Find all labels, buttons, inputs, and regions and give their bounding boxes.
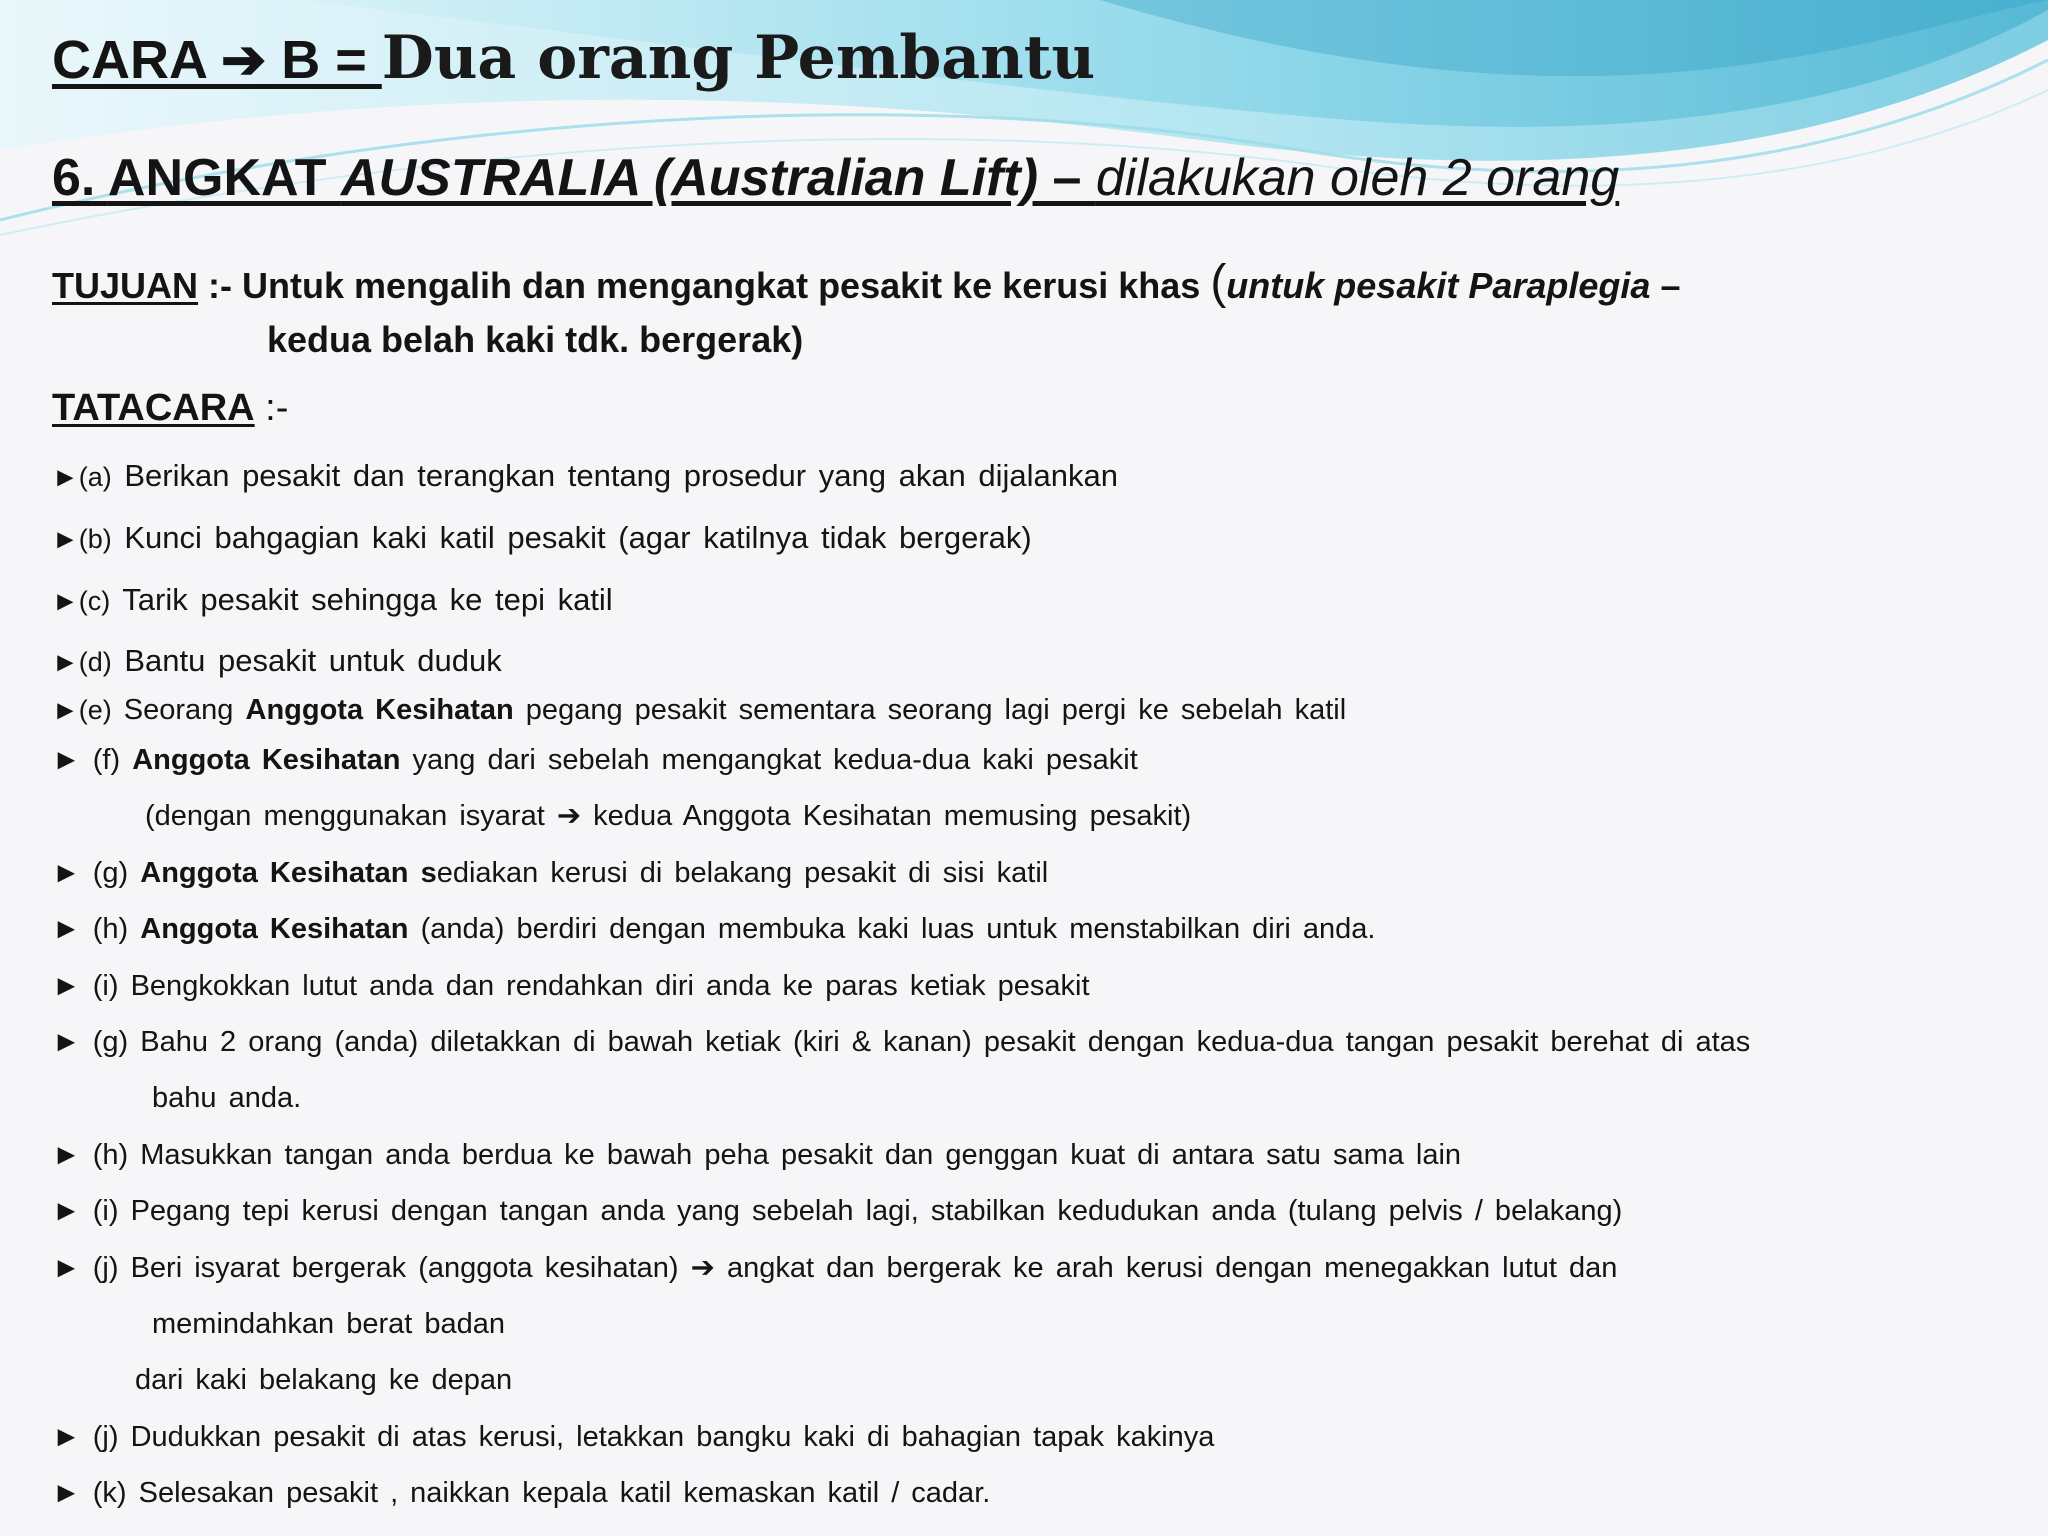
item-bold: Anggota Kesihatan <box>140 913 409 945</box>
item-marker: ► (k) <box>52 1477 127 1509</box>
item-post: (anda) berdiri dengan membuka kaki luas untuk menstabilkan diri anda. <box>408 913 1376 945</box>
item-marker: ►(a) <box>52 462 112 492</box>
list-item-g-second <box>52 1022 1750 1062</box>
list-item-c <box>52 580 613 621</box>
item-text: Selesakan pesakit , naikkan kepala katil kemaskan katil / cadar. <box>126 1477 991 1509</box>
item-marker: ► (i) <box>52 970 119 1002</box>
list-item-f <box>52 740 1138 780</box>
item-marker: ►(e) <box>52 695 112 725</box>
heading-australia: AUSTRALIA (Australian Lift) <box>340 149 1039 207</box>
tatacara-suffix: :- <box>254 387 289 429</box>
item-marker: ►(d) <box>52 647 112 677</box>
heading-dash: – <box>1038 149 1096 207</box>
section-heading <box>52 146 1619 210</box>
item-post: ediakan kerusi di belakang pesakit di sisi katil <box>436 857 1049 889</box>
list-item-e <box>52 690 1346 730</box>
item-text: Bantu pesakit untuk duduk <box>111 643 502 678</box>
item-bold: Anggota Kesihatan <box>132 744 401 776</box>
item-text: Pegang tepi kerusi dengan tangan anda yang sebelah lagi, stabilkan kedudukan anda (tulang pelvis / belakang) <box>118 1195 1623 1227</box>
heading-rest: dilakukan oleh 2 orang <box>1095 149 1620 207</box>
item-post: yang dari sebelah mengangkat kedua-dua kaki pesakit <box>400 744 1138 776</box>
list-item-h-second <box>52 1135 1461 1175</box>
item-text: Tarik pesakit sehingga ke tepi katil <box>110 582 613 617</box>
list-item-j-first-continuation-2: dari kaki belakang ke depan <box>135 1364 513 1396</box>
item-marker: ► (f) <box>52 744 133 776</box>
item-marker: ► (j) <box>52 1421 119 1453</box>
heading-number: 6. <box>52 149 108 207</box>
list-item-g-first <box>52 853 1048 893</box>
tatacara-heading <box>52 380 288 436</box>
item-text: Berikan pesakit dan terangkan tentang prosedur yang akan dijalankan <box>111 458 1119 493</box>
item-marker: ► (h) <box>52 1139 129 1171</box>
list-item-i-second <box>52 1191 1622 1231</box>
list-item-j-first-continuation: memindahkan berat badan <box>152 1308 506 1340</box>
list-item-b <box>52 518 1032 559</box>
tatacara-label: TATACARA <box>52 387 255 429</box>
title-main: Dua orang Pembantu <box>381 23 1096 93</box>
heading-angkat: ANGKAT <box>107 149 341 207</box>
item-pre: Seorang <box>111 694 246 726</box>
list-item-d <box>52 641 502 682</box>
tujuan-paren: ( <box>1210 256 1227 309</box>
item-bold: Anggota Kesihatan <box>245 694 514 726</box>
item-bold: Anggota Kesihatan <box>140 857 409 889</box>
tujuan-line-2: kedua belah kaki tdk. bergerak) <box>267 319 804 360</box>
list-item-h-first <box>52 909 1375 949</box>
item-marker: ► (i) <box>52 1195 119 1227</box>
item-marker: ►(c) <box>52 586 111 616</box>
tujuan-text: :- Untuk mengalih dan mengangkat pesakit ke kerusi khas <box>198 265 1211 306</box>
list-item-j-first <box>52 1248 1617 1288</box>
tujuan-dash: – <box>1650 265 1681 306</box>
list-item-i-first <box>52 966 1090 1006</box>
item-marker: ► (g) <box>52 857 141 889</box>
item-text: Dudukkan pesakit di atas kerusi, letakkan bangku kaki di bahagian tapak kakinya <box>118 1421 1215 1453</box>
item-text: Beri isyarat bergerak (anggota kesihatan) ➔ angkat dan bergerak ke arah kerusi dengan menegakkan lutut dan <box>118 1252 1618 1284</box>
item-text: Masukkan tangan anda berdua ke bawah peha pesakit dan genggan kuat di antara satu sama lain <box>128 1139 1462 1171</box>
item-post: pegang pesakit sementara seorang lagi pergi ke sebelah katil <box>513 694 1347 726</box>
tujuan-label: TUJUAN <box>52 265 199 306</box>
item-marker: ► (g) <box>52 1026 129 1058</box>
item-text: Kunci bahgagian kaki katil pesakit (agar katilnya tidak bergerak) <box>111 520 1032 555</box>
item-bold-2: s <box>408 857 437 889</box>
list-item-f-continuation: (dengan menggunakan isyarat ➔ kedua Anggota Kesihatan memusing pesakit) <box>145 800 1192 832</box>
list-item-j-second <box>52 1417 1214 1457</box>
item-marker: ►(b) <box>52 524 112 554</box>
title-prefix: CARA ➔ B = <box>52 30 382 90</box>
list-item-g-second-continuation: bahu anda. <box>152 1082 302 1114</box>
list-item-k <box>52 1473 990 1513</box>
item-marker: ► (h) <box>52 913 141 945</box>
item-marker: ► (j) <box>52 1252 119 1284</box>
tujuan-line <box>52 254 1680 315</box>
list-item-a <box>52 456 1118 497</box>
item-text: Bahu 2 orang (anda) diletakkan di bawah ketiak (kiri & kanan) pesakit dengan kedua-dua tangan pesakit berehat di atas <box>128 1026 1751 1058</box>
item-text: Bengkokkan lutut anda dan rendahkan diri anda ke paras ketiak pesakit <box>118 970 1090 1002</box>
tujuan-italic: untuk pesakit Paraplegia <box>1226 265 1651 306</box>
slide-title <box>52 22 1095 96</box>
